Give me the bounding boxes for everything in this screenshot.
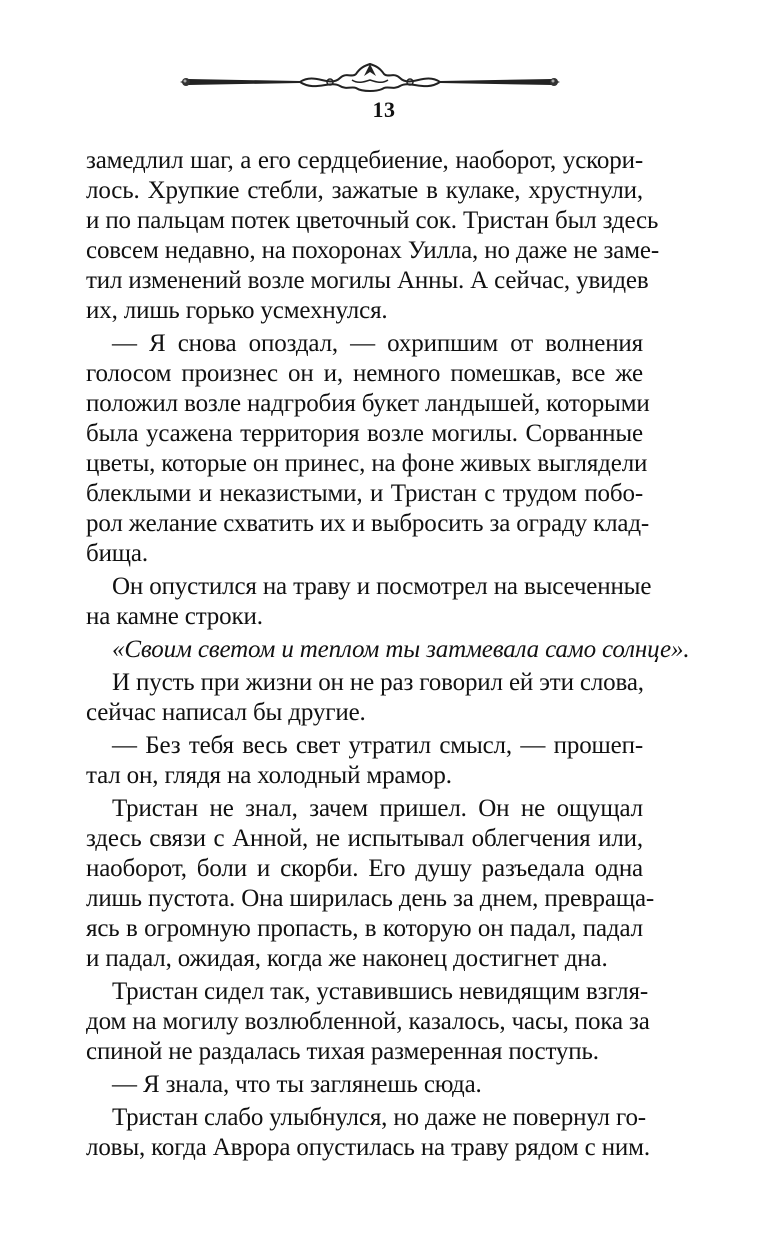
text-line: лось. Хрупкие стебли, зажатые в кулаке, хрустнули, [86,177,643,204]
paragraph [86,146,660,326]
text-line: и по пальцам потек цветочный сок. Тристан был здесь [86,207,659,234]
text-line: тил изменений возле могилы Анны. А сейчас, увидев [86,267,649,294]
body-text [86,146,690,1163]
text-line: Он опустился на траву и посмотрел на высеченные [112,573,652,600]
page-number: 13 [372,97,396,122]
text-line: — Без тебя весь свет утратил смысл, — прошеп- [112,732,643,759]
text-line: Тристан сидел так, уставившись невидящим взгля- [112,978,649,1005]
text-line: сейчас написал бы другие. [86,699,366,726]
paragraph [86,977,650,1067]
text-line: рол желание схватить их и выбросить за ограду клад- [86,510,650,537]
text-line: тал он, глядя на холодный мрамор. [86,762,452,789]
paragraph-quote [86,635,690,665]
text-line: — Я знала, что ты заглянешь сюда. [112,1071,482,1098]
text-line: спиной не раздалась тихая размеренная поступь. [86,1038,599,1065]
text-line: совсем недавно, на похоронах Уилла, но даже не заме- [86,237,660,264]
text-line: наоборот, боли и скорби. Его душу разъедала одна [86,855,643,882]
text-line: лишь пустота. Она ширилась день за днем, превраща- [86,885,655,912]
text-line: была усажена территория возле могилы. Сорванные [86,420,643,447]
text-line: замедлил шаг, а его сердцебиение, наоборот, ускори- [86,147,643,174]
text-line: здесь связи с Анной, не испытывал облегчения или, [86,825,643,852]
paragraph [86,1070,643,1100]
text-line: блеклыми и неказистыми, и Тристан с трудом побо- [86,480,643,507]
paragraph [86,1103,650,1163]
text-line: дом на могилу возлюбленной, казалось, часы, пока за [86,1008,650,1035]
text-line: и падал, ожидая, когда же наконец достигнет дна. [86,945,608,972]
text-line: Тристан слабо улыбнулся, но даже не повернул го- [112,1104,646,1131]
text-line: их, лишь горько усмехнулся. [86,297,388,324]
paragraph [86,572,652,632]
text-line: на камне строки. [86,603,263,630]
paragraph [86,731,643,791]
text-line: положил возле надгробия букет ландышей, которыми [86,390,650,417]
paragraph [86,794,655,974]
text-line: Тристан не знал, зачем пришел. Он не ощущал [112,795,643,822]
text-line: цветы, которые он принес, на фоне живых выглядели [86,450,648,477]
text-line: — Я снова опоздал, — охрипшим от волнения [112,330,643,357]
text-line: И пусть при жизни он не раз говорил ей эти слова, [112,669,644,696]
text-line: голосом произнес он и, немного помешкав, все же [86,360,643,387]
inscription-quote: «Своим светом и теплом ты затмевала само солнце». [112,636,690,663]
page-header [0,0,768,130]
text-line: ловы, когда Аврора опустилась на траву рядом с ним. [86,1134,650,1161]
paragraph [86,329,650,569]
text-line: бища. [86,540,148,567]
text-line: ясь в огромную пропасть, в которую он падал, падал [86,915,643,942]
paragraph [86,668,643,728]
